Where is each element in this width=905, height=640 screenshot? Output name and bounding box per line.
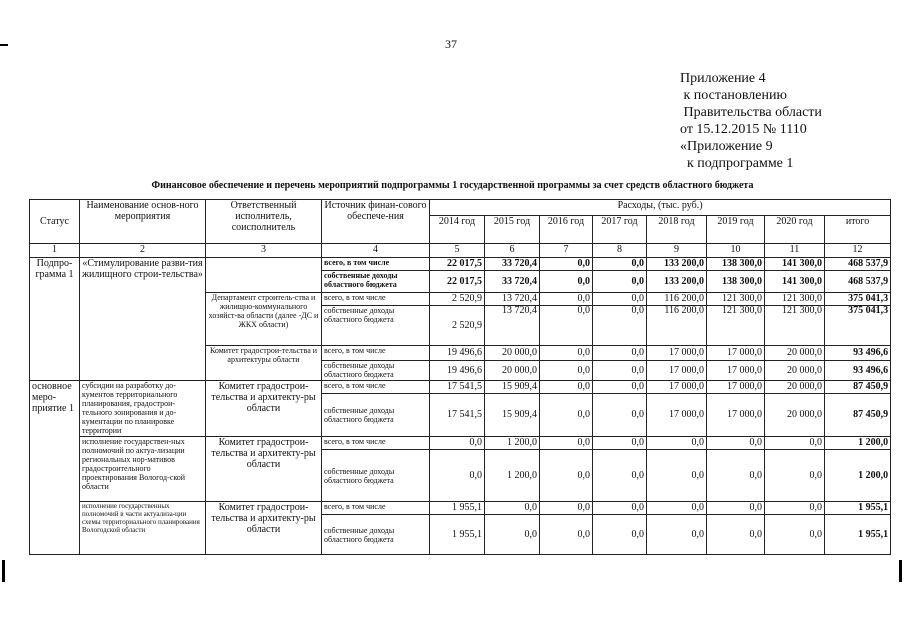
value-cell: 2 520,9 [430, 293, 485, 306]
col-number: 10 [707, 244, 765, 258]
value-cell: 0,0 [485, 502, 540, 515]
measure-name-cell: исполнение государствен-ных полномочий по актуа-лизации региональных нор-мативов градостроительного проектирования Вологод-ской области [80, 437, 206, 502]
responsible-cell: Комитет градострои-тельства и архитектуры области [206, 346, 322, 381]
source-cell: собственные доходы областного бюджета [322, 271, 430, 293]
value-cell: 0,0 [647, 502, 707, 515]
value-cell: 116 200,0 [647, 293, 707, 306]
value-cell: 0,0 [593, 381, 647, 394]
value-cell: 17 000,0 [647, 381, 707, 394]
value-cell: 33 720,4 [485, 271, 540, 293]
header-year: 2020 год [765, 216, 825, 244]
value-cell: 20 000,0 [765, 346, 825, 361]
header-year: 2014 год [430, 216, 485, 244]
responsible-cell: Комитет градострои-тельства и архитекту-ры области [206, 381, 322, 437]
value-cell: 17 000,0 [707, 394, 765, 437]
total-cell: 375 041,3 [825, 306, 891, 346]
value-cell: 0,0 [540, 361, 593, 381]
value-cell: 0,0 [593, 306, 647, 346]
page-number: 37 [445, 37, 457, 51]
value-cell: 0,0 [540, 306, 593, 346]
appendix-line-6: к подпрограмме 1 [680, 156, 794, 171]
source-cell: всего, в том числе [322, 346, 430, 361]
value-cell: 0,0 [540, 271, 593, 293]
value-cell: 0,0 [593, 346, 647, 361]
col-number: 11 [765, 244, 825, 258]
value-cell: 0,0 [593, 502, 647, 515]
header-status: Статус [30, 200, 80, 244]
value-cell: 17 000,0 [647, 394, 707, 437]
total-cell: 468 537,9 [825, 271, 891, 293]
document-title: Финансовое обеспечение и перечень мероприятий подпрограммы 1 государственной программы за счет средств областного бюджета [151, 180, 754, 191]
header-year: 2015 год [485, 216, 540, 244]
table-row [30, 502, 891, 515]
value-cell: 1 200,0 [485, 437, 540, 450]
left-scan-mark [2, 560, 5, 582]
total-cell: 1 200,0 [825, 437, 891, 450]
value-cell: 138 300,0 [707, 258, 765, 271]
measure-name-cell: исполнение государственных полномочий в части актуализа-ции схемы территориального планирования Вологодской области [80, 502, 206, 555]
value-cell: 17 000,0 [647, 361, 707, 381]
value-cell: 0,0 [765, 515, 825, 555]
col-number: 12 [825, 244, 891, 258]
value-cell: 0,0 [540, 293, 593, 306]
col-number: 6 [485, 244, 540, 258]
value-cell: 0,0 [593, 271, 647, 293]
value-cell: 20 000,0 [765, 381, 825, 394]
col-number: 5 [430, 244, 485, 258]
value-cell: 20 000,0 [485, 361, 540, 381]
total-cell: 468 537,9 [825, 258, 891, 271]
value-cell: 15 909,4 [485, 394, 540, 437]
value-cell: 0,0 [485, 515, 540, 555]
value-cell: 0,0 [540, 450, 593, 502]
status-cell: Подпро-грамма 1 [30, 258, 80, 381]
value-cell: 133 200,0 [647, 258, 707, 271]
value-cell: 141 300,0 [765, 258, 825, 271]
col-number: 2 [80, 244, 206, 258]
value-cell: 0,0 [765, 437, 825, 450]
value-cell: 138 300,0 [707, 271, 765, 293]
header-year: 2017 год [593, 216, 647, 244]
left-scan-edge [0, 44, 8, 46]
total-cell: 87 450,9 [825, 394, 891, 437]
value-cell: 0,0 [593, 437, 647, 450]
right-scan-mark [899, 560, 902, 582]
value-cell: 121 300,0 [765, 306, 825, 346]
responsible-cell: Комитет градострои-тельства и архитекту-ры области [206, 502, 322, 555]
value-cell: 20 000,0 [765, 394, 825, 437]
col-number: 9 [647, 244, 707, 258]
value-cell: 116 200,0 [647, 306, 707, 346]
col-number: 7 [540, 244, 593, 258]
value-cell: 0,0 [540, 502, 593, 515]
value-cell: 20 000,0 [765, 361, 825, 381]
value-cell: 0,0 [430, 437, 485, 450]
value-cell: 0,0 [540, 346, 593, 361]
value-cell: 17 000,0 [707, 381, 765, 394]
source-cell: всего, в том числе [322, 437, 430, 450]
value-cell: 1 955,1 [430, 502, 485, 515]
col-number: 1 [30, 244, 80, 258]
value-cell: 1 200,0 [485, 450, 540, 502]
value-cell: 19 496,6 [430, 361, 485, 381]
status-cell: основное меро-приятие 1 [30, 381, 80, 555]
responsible-cell: Комитет градострои-тельства и архитекту-ры области [206, 437, 322, 502]
total-cell: 93 496,6 [825, 361, 891, 381]
value-cell: 121 300,0 [765, 293, 825, 306]
value-cell: 1 955,1 [430, 515, 485, 555]
value-cell: 22 017,5 [430, 258, 485, 271]
total-cell: 87 450,9 [825, 381, 891, 394]
source-cell: всего, в том числе [322, 258, 430, 271]
source-cell: всего, в том числе [322, 502, 430, 515]
value-cell: 0,0 [540, 437, 593, 450]
header-total: итого [825, 216, 891, 244]
value-cell: 121 300,0 [707, 306, 765, 346]
total-cell: 93 496,6 [825, 346, 891, 361]
financing-table [29, 199, 891, 555]
header-responsible: Ответственный исполнитель, соисполнитель [206, 200, 322, 244]
header-expenses: Расходы, (тыс. руб.) [430, 200, 891, 216]
value-cell: 0,0 [540, 515, 593, 555]
value-cell: 0,0 [765, 450, 825, 502]
value-cell: 141 300,0 [765, 271, 825, 293]
value-cell: 0,0 [593, 450, 647, 502]
col-number: 4 [322, 244, 430, 258]
value-cell: 15 909,4 [485, 381, 540, 394]
header-source: Источник финан-сового обеспече-ния [322, 200, 430, 244]
value-cell: 0,0 [707, 450, 765, 502]
appendix-line-5: «Приложение 9 [680, 139, 773, 154]
value-cell: 0,0 [707, 515, 765, 555]
source-cell: собственные доходы областного бюджета [322, 450, 430, 502]
source-cell: собственные доходы областного бюджета [322, 394, 430, 437]
value-cell: 20 000,0 [485, 346, 540, 361]
value-cell: 0,0 [593, 394, 647, 437]
value-cell: 19 496,6 [430, 346, 485, 361]
value-cell: 0,0 [647, 450, 707, 502]
value-cell: 0,0 [707, 437, 765, 450]
source-cell: собственные доходы областного бюджета [322, 306, 430, 346]
appendix-line-2: к постановлению [680, 88, 787, 103]
value-cell: 0,0 [647, 515, 707, 555]
value-cell: 17 541,5 [430, 394, 485, 437]
source-cell: всего, в том числе [322, 293, 430, 306]
appendix-block [680, 70, 822, 172]
value-cell: 17 000,0 [707, 361, 765, 381]
appendix-line-1: Приложение 4 [680, 71, 766, 86]
value-cell: 0,0 [430, 450, 485, 502]
value-cell: 17 000,0 [707, 346, 765, 361]
value-cell: 0,0 [593, 293, 647, 306]
value-cell: 0,0 [707, 502, 765, 515]
value-cell: 0,0 [593, 515, 647, 555]
header-name: Наименование основ-ного мероприятия [80, 200, 206, 244]
value-cell: 2 520,9 [430, 306, 485, 346]
source-cell: собственные доходы областного бюджета [322, 515, 430, 555]
responsible-cell [206, 258, 322, 293]
table-row [30, 258, 891, 271]
value-cell: 0,0 [540, 381, 593, 394]
value-cell: 133 200,0 [647, 271, 707, 293]
value-cell: 33 720,4 [485, 258, 540, 271]
table-row [30, 437, 891, 450]
value-cell: 0,0 [540, 258, 593, 271]
source-cell: собственные доходы областного бюджета [322, 361, 430, 381]
measure-name-cell: субсидии на разработку до-кументов территориального планирования, градострои-тельного зонирования и до-кументации по планировке территории [80, 381, 206, 437]
total-cell: 1 955,1 [825, 515, 891, 555]
value-cell: 22 017,5 [430, 271, 485, 293]
value-cell: 121 300,0 [707, 293, 765, 306]
col-number: 8 [593, 244, 647, 258]
header-year: 2018 год [647, 216, 707, 244]
source-cell: всего, в том числе [322, 381, 430, 394]
value-cell: 0,0 [593, 361, 647, 381]
total-cell: 1 200,0 [825, 450, 891, 502]
value-cell: 13 720,4 [485, 293, 540, 306]
table-row [30, 381, 891, 394]
value-cell: 0,0 [647, 437, 707, 450]
total-cell: 375 041,3 [825, 293, 891, 306]
measure-name-cell: «Стимулирование разви-тия жилищного строи-тельства» [80, 258, 206, 381]
col-number: 3 [206, 244, 322, 258]
appendix-line-4: от 15.12.2015 № 1110 [680, 122, 807, 137]
value-cell: 0,0 [540, 394, 593, 437]
total-cell: 1 955,1 [825, 502, 891, 515]
value-cell: 0,0 [593, 258, 647, 271]
appendix-line-3: Правительства области [680, 105, 822, 120]
value-cell: 17 541,5 [430, 381, 485, 394]
header-year: 2019 год [707, 216, 765, 244]
responsible-cell: Департамент строитель-ства и жилищно-коммунального хозяйст-ва области (далее -ДС и ЖКХ области) [206, 293, 322, 346]
value-cell: 0,0 [765, 502, 825, 515]
header-year: 2016 год [540, 216, 593, 244]
value-cell: 13 720,4 [485, 306, 540, 346]
value-cell: 17 000,0 [647, 346, 707, 361]
